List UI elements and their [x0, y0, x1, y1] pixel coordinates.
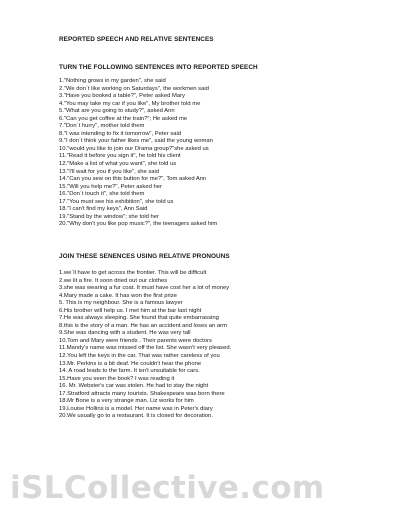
list-item: 2.we lit a fire. It soon dried out our clothes [59, 277, 168, 284]
list-item: 3."Have you booked a table?", Peter asked Mary [59, 93, 185, 100]
list-item: 13.Mr. Perkins is a bit deaf. He couldn't hear the phone [59, 360, 202, 367]
list-item: 10.Tom and Mary were friends . Their parents were doctors [59, 337, 212, 344]
islcollective-logo: iSLCollective.com [10, 470, 325, 506]
list-item: 12.You left the keys in the car. That was rather careless of you [59, 353, 220, 360]
list-item: 14."Can you sew on this button for me?", Tom asked Ann [59, 176, 207, 183]
list-item: 8."I was intending to fix it tomorrow", Peter said [59, 130, 182, 137]
list-item: 19."Stand by the window"; she told her [59, 213, 159, 220]
list-item: 2."We don´t like working on Saturdays", the workmen said [59, 85, 209, 92]
list-item: 1.we´ll have to get across the frontier. This will be difficult [59, 270, 207, 276]
section-heading-reported-speech: TURN THE FOLLOWING SENTENCES INTO REPORTED SPEECH [59, 64, 258, 71]
list-item: 16. Mr. Webster's car was stolen. He had to stay the night [59, 383, 209, 390]
list-item: 17.Stratford attracts many tourists. Shakespeare was born there [59, 390, 225, 397]
list-item: 10."would you like to join our Drama group?"she asked us [59, 145, 209, 152]
list-item: 9."I don´t think your father likes me", said the young woman [59, 138, 213, 145]
list-item: 7."Don´t hurry", mother told them [59, 123, 145, 130]
reported-speech-list [59, 78, 217, 229]
list-item: 18."I can't find my keys", Ann Said [59, 206, 148, 213]
list-item: 15."Will you help me?", Peter asked her [59, 183, 162, 190]
list-item: 6.His brother will help us. I met him at the bar last night [59, 307, 202, 314]
list-item: 8.this is the story of a man. He has an accident and loses an arm [59, 322, 227, 329]
list-item: 11."Read it before you sign it", he told his client [59, 153, 181, 160]
list-item: 17."You must see his exhibition", she told us [59, 198, 174, 205]
list-item: 18.Mr Bone is a very strange man. Liz works for him [59, 398, 194, 405]
list-item: 6."Can you get coffee at the train?"; He asked me [59, 115, 188, 122]
document-title: REPORTED SPEECH AND RELATIVE SENTENCES [59, 36, 214, 43]
list-item: 20.We usually go to a restaurant. It is closed for decoration. [59, 413, 213, 420]
section-heading-relative-pronouns: JOIN THESE SENENCES USING RELATIVE PRONOUNS [59, 253, 230, 260]
list-item: 1."Nothing grows in my garden", she said [59, 78, 166, 84]
list-item: 13."I'll wait for you if you like", she said [59, 168, 160, 175]
list-item: 19.Louise Hollins is a model. Her name was in Peter's diary [59, 405, 213, 412]
list-item: 5. This is my neighbour. She is a famous lawyer [59, 300, 183, 307]
list-item: 3.she was wearing a fur coat. It must have cost her a lot of money [59, 285, 230, 292]
list-item: 7.He was always sleeping. She found that quite embarrassing [59, 315, 219, 322]
list-item: 15.Have you seen the book? I was reading it [59, 375, 175, 382]
list-item: 14. A road leads to the farm. It isn't unsuitable for cars. [59, 368, 200, 375]
list-item: 20."Why don't you like pop music?", the teenagers asked him [59, 221, 218, 228]
list-item: 4.Mary made a cake. It has won the first prize [59, 292, 177, 299]
list-item: 16."Don´t touch it", she told them [59, 191, 145, 198]
list-item: 4."You may take my car if you like", My brother told me [59, 100, 201, 107]
list-item: 5."What are you going to study?", asked Ann [59, 108, 175, 115]
relative-pronouns-list [59, 270, 231, 421]
list-item: 12."Make a list of what you want", she told us [59, 161, 177, 168]
list-item: 9.She was dancing with a student. He was very tall [59, 330, 191, 337]
list-item: 11.Mandy's name was missed off the list. She wasn't very pleased. [59, 345, 232, 352]
